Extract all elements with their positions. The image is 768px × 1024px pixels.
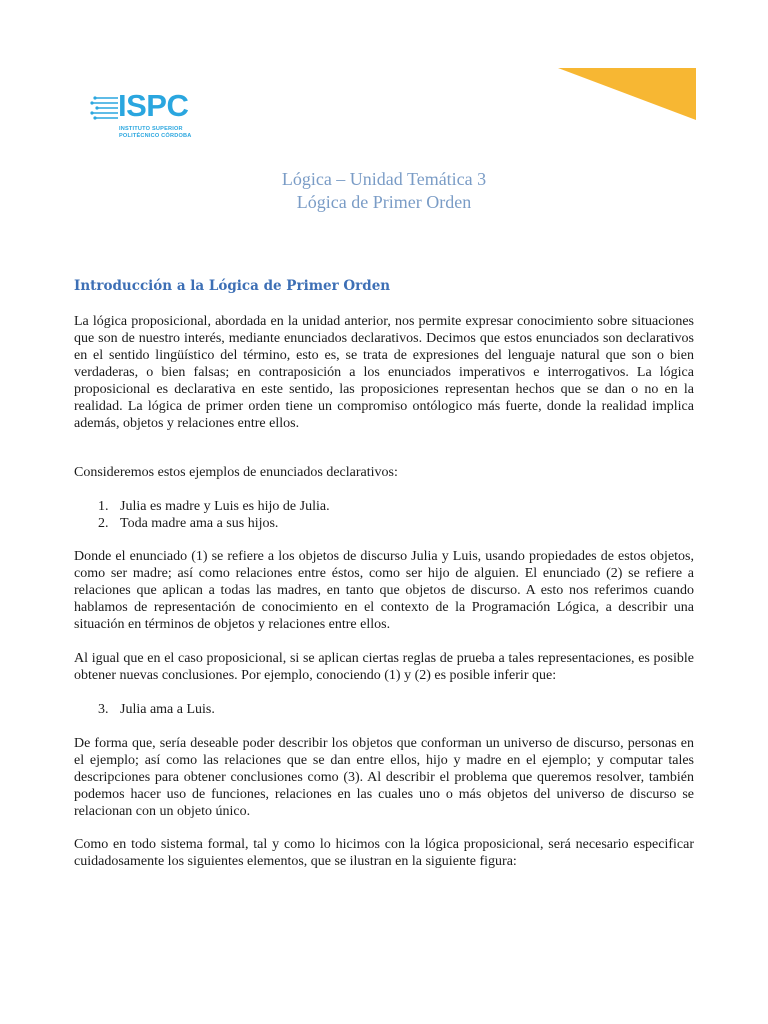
paragraph-5: De forma que, sería deseable poder describir los objetos que conforman un universo de discurso, personas en el ejemplo; así como las relaciones que se dan entre ellos, hijo y madre en el ejemplo; y computar tales descripciones para obtener conclusiones como (3). Al describir el problema que queremos resolver, también podemos hacer uso de funciones, relaciones en las cuales uno o más objetos del universo de discurso se relacionan con un objeto único. <box>74 736 694 819</box>
list-item-text: Julia ama a Luis. <box>120 702 215 717</box>
circuit-lines-icon <box>90 94 120 120</box>
paragraph-2: Consideremos estos ejemplos de enunciados declarativos: <box>74 465 398 480</box>
corner-accent-shape <box>558 68 696 120</box>
paragraph-1: La lógica proposicional, abordada en la unidad anterior, nos permite expresar conocimiento sobre situaciones que son de nuestro interés, mediante enunciados declarativos. Decimos que estos enunciados son declarativos en el sentido lingüístico del término, esto es, se trata de expresiones del lenguaje natural que son o bien verdaderas, o bien falsas; en contraposición a los enunciados imperativos e interrogativos. La lógica proposicional es declarativa en este sentido, las proposiciones representan hechos que se dan o no en la realidad. La lógica de primer orden tiene un compromiso ontólogico más fuerte, donde la realidad implica además, objetos y relaciones entre ellos. <box>74 314 694 431</box>
logo-subtitle-line2: POLITÉCNICO CÓRDOBA <box>119 133 192 139</box>
title-line-2: Lógica de Primer Orden <box>296 192 472 212</box>
paragraph-3: Donde el enunciado (1) se refiere a los objetos de discurso Julia y Luis, usando propiedades de estos objetos, como ser madre; así como relaciones entre éstos, como ser hijo de alguien. El enunciado (2) se refiere a relaciones que aplican a todas las madres, en tanto que objetos de discurso. A esto nos referimos cuando hablamos de representación de conocimiento en el contexto de la Programación Lógica, a describir una situación en términos de objetos y relaciones entre ellos. <box>74 549 694 632</box>
list-item-text: Julia es madre y Luis es hijo de Julia. <box>120 499 330 514</box>
list-item <box>98 515 330 532</box>
ispc-logo <box>90 88 210 142</box>
list-item <box>98 498 330 515</box>
title-line-1: Lógica – Unidad Temática 3 <box>281 169 487 189</box>
section-heading: Introducción a la Lógica de Primer Orden <box>74 278 391 294</box>
list-item-number: 3. <box>98 702 109 717</box>
list-item-number: 2. <box>98 516 109 531</box>
example-list-2 <box>98 701 215 718</box>
document-title <box>0 168 768 214</box>
paragraph-6: Como en todo sistema formal, tal y como lo hicimos con la lógica proposicional, será necesario especificar cuidadosamente los siguientes elementos, que se ilustran en la siguiente figura: <box>74 837 694 869</box>
logo-subtitle-line1: INSTITUTO SUPERIOR <box>119 126 183 132</box>
paragraph-4: Al igual que en el caso proposicional, si se aplican ciertas reglas de prueba a tales representaciones, es posible obtener nuevas conclusiones. Por ejemplo, conociendo (1) y (2) es posible inferir que: <box>74 651 694 683</box>
list-item-text: Toda madre ama a sus hijos. <box>120 516 279 531</box>
list-item <box>98 701 215 718</box>
list-item-number: 1. <box>98 499 109 514</box>
logo-wordmark: ISPC <box>118 88 189 123</box>
example-list-1 <box>98 498 330 532</box>
